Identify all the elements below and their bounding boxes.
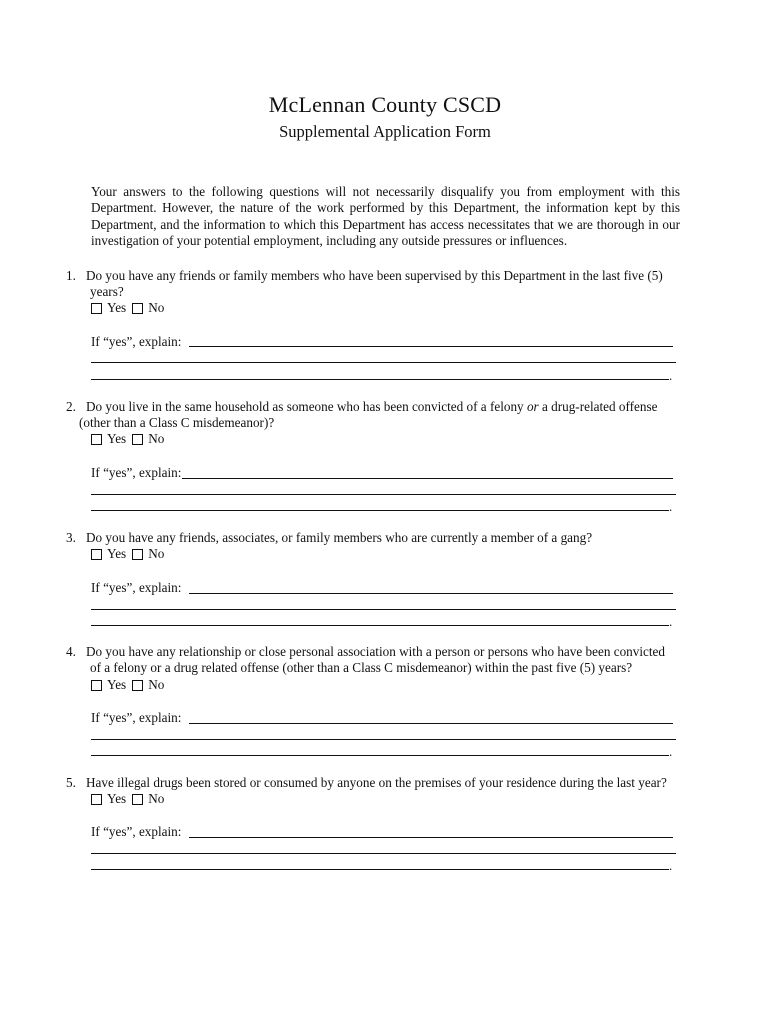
- no-checkbox[interactable]: [132, 680, 143, 691]
- question-text-continued: years?: [90, 284, 124, 300]
- no-checkbox[interactable]: [132, 303, 143, 314]
- explain-field-line-2[interactable]: [91, 362, 676, 363]
- question-text-continued: (other than a Class C misdemeanor)?: [79, 415, 275, 431]
- explain-label: If “yes”, explain:: [91, 465, 182, 480]
- yes-no-options-4: [91, 677, 170, 693]
- question-text-rest: a drug-related offense: [538, 399, 658, 414]
- yes-checkbox[interactable]: [91, 303, 102, 314]
- form-subtitle: Supplemental Application Form: [279, 122, 491, 141]
- line-end-period: .: [669, 614, 673, 629]
- question-5: [66, 775, 686, 791]
- explain-field-line-1[interactable]: [189, 593, 673, 594]
- line-end-period: .: [669, 499, 673, 514]
- explain-label: If “yes”, explain:: [91, 580, 182, 595]
- no-label: No: [148, 431, 165, 446]
- explain-field-line-1[interactable]: [189, 723, 673, 724]
- explain-field-line-3[interactable]: [91, 755, 669, 756]
- question-text: Do you have any relationship or close personal association with a person or persons who have been convicted: [86, 644, 665, 659]
- yes-no-options-5: [91, 791, 170, 807]
- yes-label: Yes: [107, 791, 127, 806]
- no-checkbox[interactable]: [132, 434, 143, 445]
- yes-label: Yes: [107, 431, 127, 446]
- explain-field-line-1[interactable]: [189, 346, 673, 347]
- explain-label: If “yes”, explain:: [91, 710, 182, 725]
- yes-no-options-1: [91, 300, 170, 316]
- question-number: 1.: [66, 268, 76, 283]
- question-number: 5.: [66, 775, 76, 790]
- yes-label: Yes: [107, 300, 127, 315]
- explain-field-line-2[interactable]: [91, 609, 676, 610]
- question-2: [66, 399, 686, 432]
- line-end-period: .: [669, 858, 673, 873]
- question-text: Have illegal drugs been stored or consumed by anyone on the premises of your residence during the last year?: [86, 775, 667, 790]
- explain-field-line-1[interactable]: [189, 837, 673, 838]
- no-checkbox[interactable]: [132, 794, 143, 805]
- question-number: 4.: [66, 644, 76, 659]
- explain-field-line-2[interactable]: [91, 853, 676, 854]
- no-label: No: [148, 546, 165, 561]
- explain-field-line-3[interactable]: [91, 869, 669, 870]
- explain-field-line-3[interactable]: [91, 379, 669, 380]
- no-checkbox[interactable]: [132, 549, 143, 560]
- explain-field-line-3[interactable]: [91, 510, 669, 511]
- line-end-period: .: [669, 744, 673, 759]
- question-text-continued: of a felony or a drug related offense (other than a Class C misdemeanor) within the past five (5) years?: [90, 660, 633, 676]
- yes-label: Yes: [107, 677, 127, 692]
- explain-field-line-2[interactable]: [91, 494, 676, 495]
- yes-checkbox[interactable]: [91, 794, 102, 805]
- intro-paragraph: Your answers to the following questions will not necessarily disqualify you from employment with this Department. However, the nature of the work performed by this Department, the information kept by this Department, and the information to which this Department has access necessitates that we are thorough in our investigation of your potential employment, including any outside pressures or influences.: [91, 184, 680, 248]
- no-label: No: [148, 300, 165, 315]
- question-text-emphasis: or: [526, 399, 539, 414]
- yes-no-options-2: [91, 431, 170, 447]
- question-4: [66, 644, 686, 677]
- question-number: 2.: [66, 399, 76, 414]
- question-3: [66, 530, 686, 546]
- yes-checkbox[interactable]: [91, 549, 102, 560]
- yes-checkbox[interactable]: [91, 680, 102, 691]
- explain-label: If “yes”, explain:: [91, 334, 182, 349]
- no-label: No: [148, 791, 165, 806]
- question-text: Do you live in the same household as someone who has been convicted of a felony: [86, 399, 527, 414]
- question-text: Do you have any friends or family members who have been supervised by this Department in the last five (5): [86, 268, 663, 283]
- explain-field-line-1[interactable]: [182, 478, 673, 479]
- yes-label: Yes: [107, 546, 127, 561]
- explain-field-line-3[interactable]: [91, 625, 669, 626]
- question-1: [66, 268, 686, 301]
- explain-field-line-2[interactable]: [91, 739, 676, 740]
- question-text: Do you have any friends, associates, or family members who are currently a member of a gang?: [86, 530, 593, 545]
- yes-checkbox[interactable]: [91, 434, 102, 445]
- question-number: 3.: [66, 530, 76, 545]
- no-label: No: [148, 677, 165, 692]
- explain-label: If “yes”, explain:: [91, 824, 182, 839]
- yes-no-options-3: [91, 546, 170, 562]
- form-title: McLennan County CSCD: [268, 92, 502, 117]
- line-end-period: .: [669, 368, 673, 383]
